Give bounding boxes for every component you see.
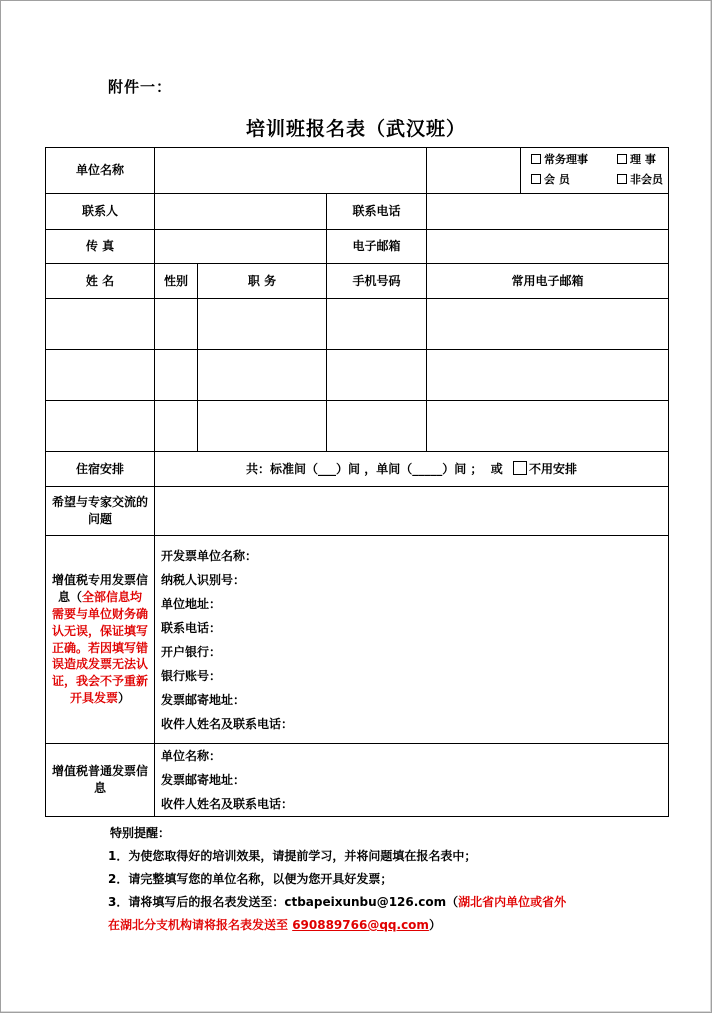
normal-mailing-address-field[interactable]: 发票邮寄地址： [161, 773, 246, 787]
row-contact [46, 194, 669, 230]
header-email: 常用电子邮箱 [427, 264, 669, 299]
membership-checkboxes [521, 148, 668, 193]
row-expert-questions [46, 487, 669, 536]
option-non-member[interactable] [617, 170, 663, 190]
participant-name-field[interactable] [46, 299, 155, 350]
participant-row [46, 350, 669, 401]
single-room-count-field[interactable]: _____ [412, 461, 443, 476]
participants-header [46, 264, 669, 299]
participant-gender-field[interactable] [155, 299, 198, 350]
notes-heading: 特别提醒： [110, 826, 171, 840]
no-arrangement-checkbox[interactable] [513, 461, 527, 475]
row-lodging [46, 452, 669, 487]
unit-name-label: 单位名称 [46, 148, 155, 194]
vat-special-label-text: 增值税专用发票信息（ [52, 573, 149, 605]
row-unit-name [46, 148, 669, 194]
contact-label: 联系人 [46, 194, 155, 230]
participant-name-field[interactable] [46, 350, 155, 401]
participant-email-field[interactable] [427, 401, 669, 452]
membership-options [427, 148, 669, 194]
checkbox-icon[interactable] [531, 174, 541, 184]
phone-label: 联系电话 [327, 194, 427, 230]
contact-field[interactable] [155, 194, 327, 230]
note-item-3 [108, 891, 670, 914]
header-position: 职 务 [198, 264, 327, 299]
checkbox-icon[interactable] [617, 174, 627, 184]
option-director[interactable] [617, 150, 656, 170]
no-arrangement-label: 不用安排 [528, 461, 577, 476]
participant-position-field[interactable] [198, 401, 327, 452]
normal-unit-name-field[interactable]: 单位名称： [161, 749, 222, 763]
lodging-text-mid: ）间 ，单间（ [336, 461, 413, 476]
note-item-2: 2．请完整填写您的单位名称，以便为您开具好发票； [108, 872, 393, 886]
normal-recipient-field[interactable]: 收件人姓名及联系电话： [161, 797, 294, 811]
email-field[interactable] [427, 230, 669, 264]
attachment-label: 附件一： [108, 78, 173, 96]
invoice-mailing-address-field[interactable]: 发票邮寄地址： [161, 692, 246, 707]
lodging-text-suffix: ）间 ； 或 [442, 461, 503, 476]
participant-mobile-field[interactable] [327, 350, 427, 401]
note-item-3-red: 湖北省内单位或省外 [458, 895, 567, 909]
option-executive-director[interactable] [531, 150, 617, 170]
option-label: 理 事 [630, 153, 656, 166]
row-vat-normal-invoice [46, 744, 669, 817]
header-mobile: 手机号码 [327, 264, 427, 299]
participant-name-field[interactable] [46, 401, 155, 452]
expert-questions-label: 希望与专家交流的问题 [46, 487, 155, 536]
vat-special-warning: 全部信息均需要与单位财务确认无误，保证填写正确。若因填写错误造成发票无法认证，我会不予重新开具发票 [52, 590, 149, 705]
option-label: 非会员 [630, 173, 663, 186]
option-member[interactable] [531, 170, 617, 190]
participant-email-field[interactable] [427, 299, 669, 350]
note-item-3-continued [108, 914, 670, 937]
note-item-3-end: ） [428, 918, 441, 932]
lodging-options [155, 452, 669, 487]
expert-questions-field[interactable] [155, 487, 669, 536]
participant-row [46, 401, 669, 452]
email-label: 电子邮箱 [327, 230, 427, 264]
unit-name-field[interactable] [155, 148, 427, 194]
participant-position-field[interactable] [198, 299, 327, 350]
recipient-name-phone-field[interactable]: 收件人姓名及联系电话： [161, 716, 294, 731]
participant-row [46, 299, 669, 350]
unit-address-field[interactable]: 单位地址： [161, 596, 222, 611]
lodging-text-prefix: 共：标准间（ [246, 461, 319, 476]
phone-field[interactable] [427, 194, 669, 230]
option-label: 会 员 [544, 173, 570, 186]
checkbox-icon[interactable] [531, 154, 541, 164]
participant-position-field[interactable] [198, 350, 327, 401]
row-fax [46, 230, 669, 264]
invoice-unit-name-field[interactable]: 开发票单位名称： [161, 548, 258, 563]
form-title: 培训班报名表（武汉班） [245, 118, 466, 140]
row-vat-special-invoice [46, 536, 669, 744]
vat-normal-fields [155, 744, 669, 817]
vat-normal-label: 增值税普通发票信息 [46, 744, 155, 817]
special-notes [110, 822, 670, 937]
taxpayer-id-field[interactable]: 纳税人识别号： [161, 572, 246, 587]
fax-label: 传 真 [46, 230, 155, 264]
header-name: 姓 名 [46, 264, 155, 299]
vat-special-fields [155, 536, 669, 744]
option-label: 常务理事 [544, 153, 588, 166]
header-gender: 性别 [155, 264, 198, 299]
lodging-label: 住宿安排 [46, 452, 155, 487]
registration-form-table [45, 147, 669, 817]
fax-field[interactable] [155, 230, 327, 264]
participant-gender-field[interactable] [155, 350, 198, 401]
vat-special-label-close: ） [118, 690, 131, 705]
checkbox-icon[interactable] [617, 154, 627, 164]
bank-name-field[interactable]: 开户银行： [161, 644, 222, 659]
qq-email-link[interactable]: 690889766@qq.com [292, 918, 429, 932]
standard-room-count-field[interactable]: ___ [318, 461, 337, 476]
participant-email-field[interactable] [427, 350, 669, 401]
contact-phone-field[interactable]: 联系电话： [161, 620, 222, 635]
note-item-3-red-cont: 在湖北分支机构请将报名表发送至 [108, 918, 293, 932]
bank-account-field[interactable]: 银行账号： [161, 668, 222, 683]
vat-special-label [46, 536, 155, 744]
participant-mobile-field[interactable] [327, 299, 427, 350]
participant-gender-field[interactable] [155, 401, 198, 452]
note-item-3-text: 3．请将填写后的报名表发送至：ctbapeixunbu@126.com（ [108, 895, 459, 909]
note-item-1: 1．为使您取得好的培训效果，请提前学习，并将问题填在报名表中； [108, 849, 477, 863]
participant-mobile-field[interactable] [327, 401, 427, 452]
membership-spacer [427, 148, 521, 193]
